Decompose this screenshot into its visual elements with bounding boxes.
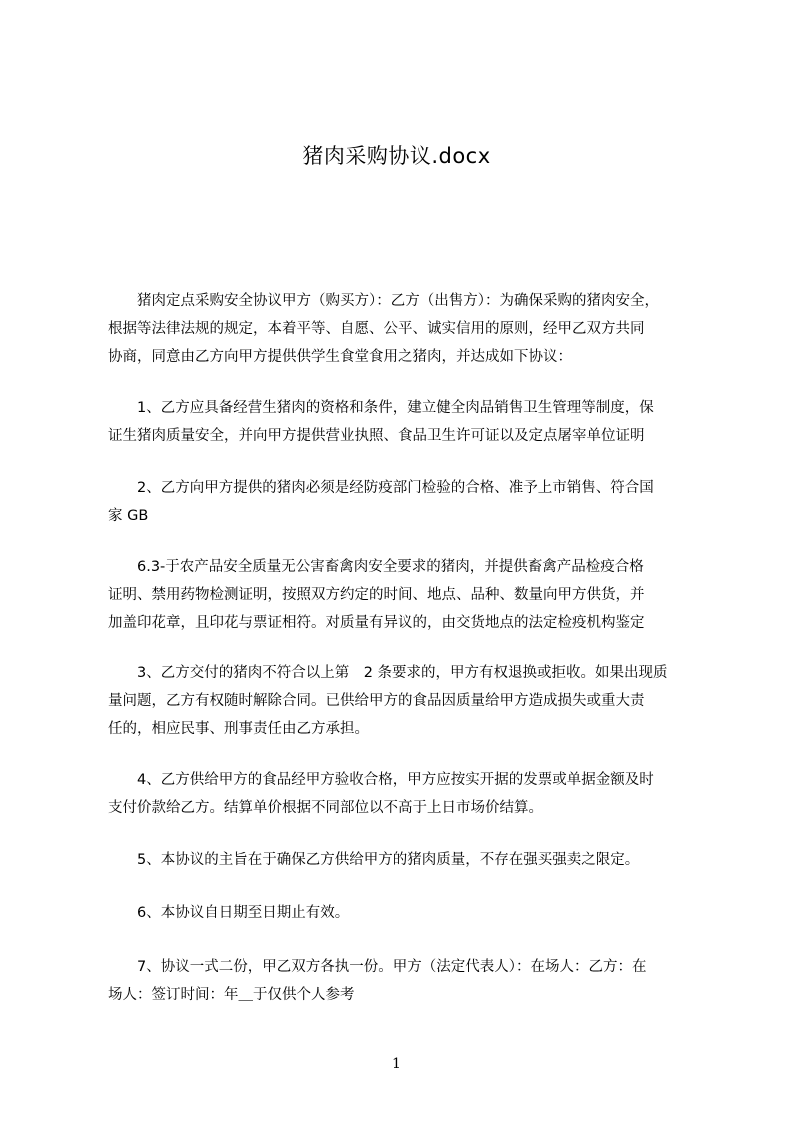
- document-title: 猪肉采购协议.docx: [302, 144, 491, 168]
- paragraph-line: 6.3-于农产品安全质量无公害畜禽肉安全要求的猪肉，并提供畜禽产品检疫合格: [108, 559, 644, 575]
- paragraph-line: 5、本协议的主旨在于确保乙方供给甲方的猪肉质量，不存在强买强卖之限定。: [108, 852, 640, 868]
- paragraph-line: 根据等法律法规的规定，本着平等、自愿、公平、诚实信用的原则，经甲乙双方共同: [108, 321, 645, 337]
- paragraph-line: 加盖印花章，且印花与票证相符。对质量有异议的，由交货地点的法定检疫机构鉴定: [108, 615, 645, 631]
- paragraph-line: 支付价款给乙方。结算单价根据不同部位以不高于上日市场价结算。: [108, 800, 543, 816]
- paragraph-line: 2、乙方向甲方提供的猪肉必须是经防疫部门检验的合格、准予上市销售、符合国: [108, 480, 654, 496]
- paragraph-line: 量问题，乙方有权随时解除合同。已供给甲方的食品因质量给甲方造成损失或重大责: [108, 693, 645, 709]
- paragraph-clause-5: [108, 846, 714, 874]
- paragraph-clause-7: [108, 953, 714, 1009]
- paragraph-line: 家 GB: [108, 508, 149, 524]
- paragraph-clause-1: [108, 394, 714, 450]
- paragraph-line: 任的，相应民事、刑事责任由乙方承担。: [108, 721, 369, 737]
- paragraph-line: 证明、禁用药物检测证明，按照双方约定的时间、地点、品种、数量向甲方供货，并: [108, 587, 645, 603]
- paragraph-clause-6-3: [108, 553, 714, 637]
- paragraph-line: 猪肉定点采购安全协议甲方（购买方）：乙方（出售方）：为确保采购的猪肉安全，: [108, 293, 659, 309]
- page-number: 1: [392, 1056, 401, 1072]
- paragraph-intro: [108, 287, 714, 371]
- paragraph-line: 3、乙方交付的猪肉不符合以上第 2 条要求的，甲方有权退换或拒收。如果出现质: [108, 665, 668, 681]
- paragraph-line: 4、乙方供给甲方的食品经甲方验收合格，甲方应按实开据的发票或单据金额及时: [108, 772, 654, 788]
- paragraph-clause-6: [108, 899, 714, 927]
- paragraph-line: 1、乙方应具备经营生猪肉的资格和条件，建立健全肉品销售卫生管理等制度，保: [108, 400, 654, 416]
- paragraph-clause-3: [108, 659, 714, 743]
- paragraph-clause-4: [108, 766, 714, 822]
- paragraph-clause-2: [108, 474, 714, 530]
- paragraph-line: 6、本协议自日期至日期止有效。: [108, 905, 350, 921]
- paragraph-line: 场人：签订时间：年＿于仅供个人参考: [108, 987, 355, 1003]
- paragraph-line: 7、协议一式二份，甲乙双方各执一份。甲方（法定代表人）：在场人：乙方：在: [108, 959, 647, 975]
- paragraph-line: 证生猪肉质量安全，并向甲方提供营业执照、食品卫生许可证以及定点屠宰单位证明: [108, 428, 645, 444]
- paragraph-line: 协商，同意由乙方向甲方提供供学生食堂食用之猪肉，并达成如下协议：: [108, 349, 572, 365]
